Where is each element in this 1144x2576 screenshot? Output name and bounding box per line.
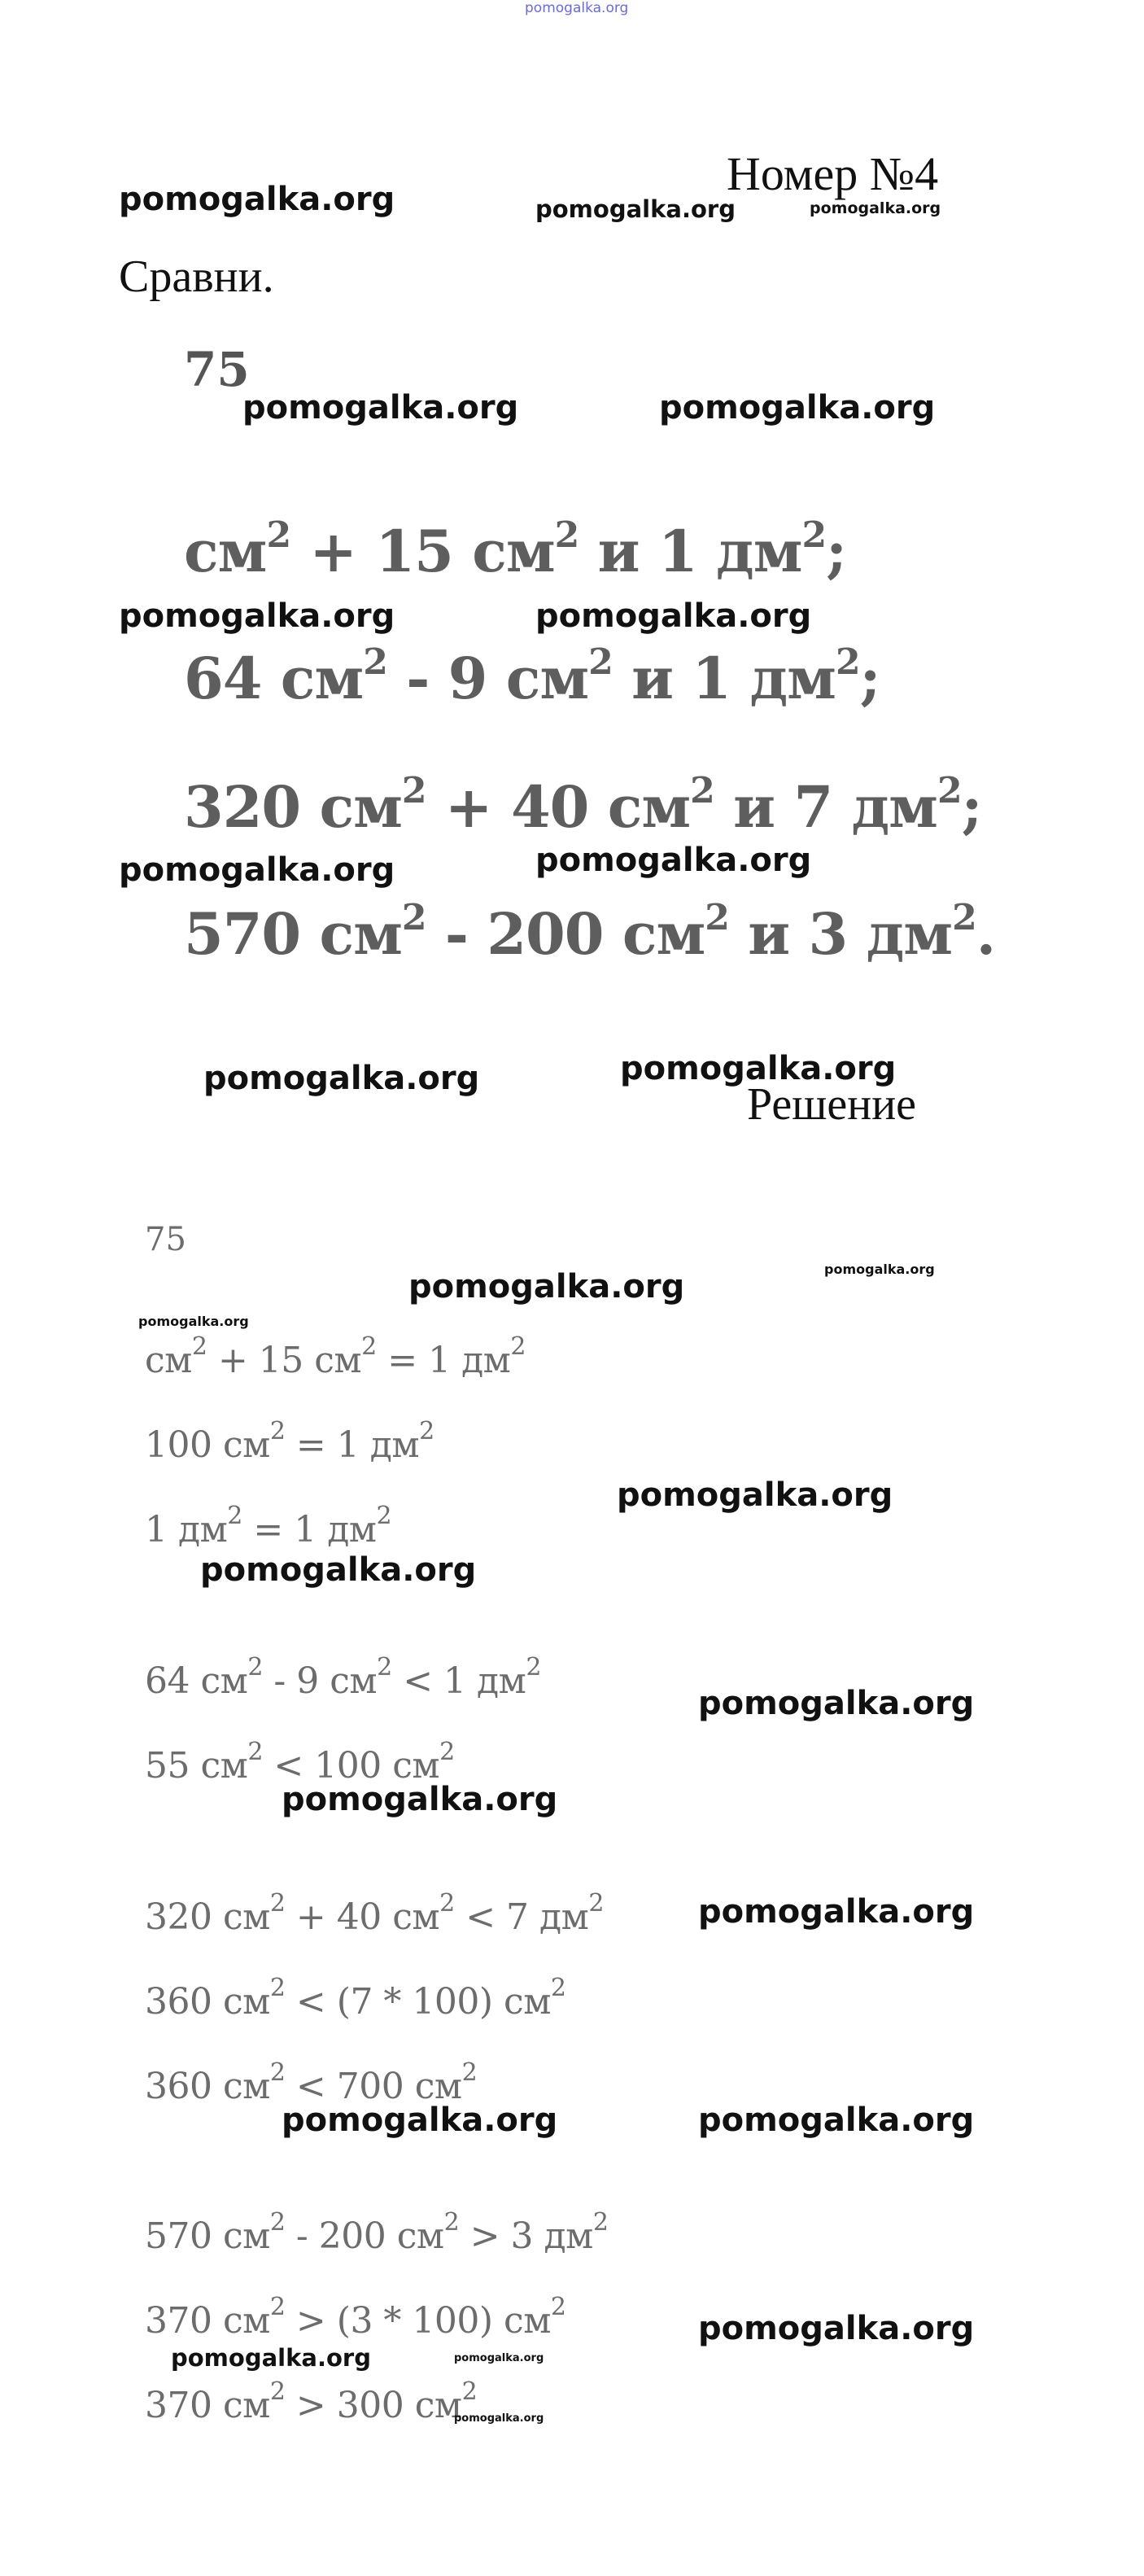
task-line-3: 320 $см^2 + 40$ $см^2$ и 7 $дм^2$; [184, 770, 982, 841]
watermark: pomogalka.org [617, 1476, 893, 1514]
watermark: pomogalka.org [242, 389, 519, 426]
watermark: pomogalka.org [810, 199, 941, 217]
watermark: pomogalka.org [454, 2412, 544, 2425]
watermark: pomogalka.org [200, 1551, 477, 1589]
watermark: pomogalka.org [659, 389, 936, 426]
solution-line: 64 $см^2 - 9$ $см^2 < 1$ $дм^2$ [145, 1653, 541, 1702]
solution-line: 100 $см^2 = 1$ $дм^2$ [145, 1417, 434, 1466]
task-line-4: 570 $см^2 - 200$ $см^2$ и 3 $дм^2$. [184, 897, 996, 968]
watermark: pomogalka.org [698, 2101, 975, 2139]
watermark: pomogalka.org [119, 851, 395, 889]
solution-line: 55 $см^2 < 100$ $см^2$ [145, 1738, 455, 1787]
task-number: 75 [184, 342, 250, 397]
task-line-2: 64 $см^2 - 9$ $см^2$ и 1 $дм^2$; [184, 641, 880, 712]
watermark: pomogalka.org [282, 2101, 558, 2139]
solution-line: 320 $см^2 + 40$ $см^2 < 7$ $дм^2$ [145, 1889, 604, 1938]
watermark: pomogalka.org [408, 1268, 685, 1305]
watermark: pomogalka.org [203, 1060, 480, 1097]
page-title: Номер №4 [727, 147, 939, 200]
watermark: pomogalka.org [698, 1685, 975, 1722]
watermark: pomogalka.org [535, 842, 812, 879]
watermark: pomogalka.org [535, 597, 812, 635]
task-instruction: Сравни. [119, 251, 274, 302]
watermark: pomogalka.org [620, 1050, 897, 1087]
watermark: pomogalka.org [454, 2352, 544, 2364]
watermark: pomogalka.org [698, 2310, 975, 2347]
watermark: pomogalka.org [282, 1781, 558, 1818]
solution-heading: Решение [747, 1079, 917, 1130]
solution-line: 360 $см^2 < 700$ $см^2$ [145, 2058, 478, 2107]
solution-line: 370 $см^2 > (3 * 100)$ $см^2$ [145, 2293, 566, 2342]
solution-line: 570 $см^2 - 200$ $см^2 > 3$ $дм^2$ [145, 2208, 609, 2257]
watermark: pomogalka.org [171, 2344, 371, 2372]
solution-line: 370 $см^2 > 300$ $см^2$ [145, 2377, 478, 2426]
watermark: pomogalka.org [535, 195, 736, 223]
watermark: pomogalka.org [119, 181, 395, 218]
solution-line: $см^2 + 15$ $см^2 = 1$ $дм^2$ [145, 1332, 526, 1381]
solution-line: 1 $дм^2 = 1$ $дм^2$ [145, 1502, 392, 1550]
watermark: pomogalka.org [138, 1314, 249, 1329]
solution-line: 360 $см^2 < (7 * 100)$ $см^2$ [145, 1974, 566, 2023]
watermark: pomogalka.org [824, 1262, 935, 1277]
top-site-link[interactable]: pomogalka.org [525, 0, 629, 16]
task-line-1: $см^2 + 15$ $см^2$ и 1 $дм^2$; [184, 514, 846, 585]
watermark: pomogalka.org [119, 597, 395, 635]
watermark: pomogalka.org [698, 1893, 975, 1931]
solution-number: 75 [145, 1221, 186, 1258]
